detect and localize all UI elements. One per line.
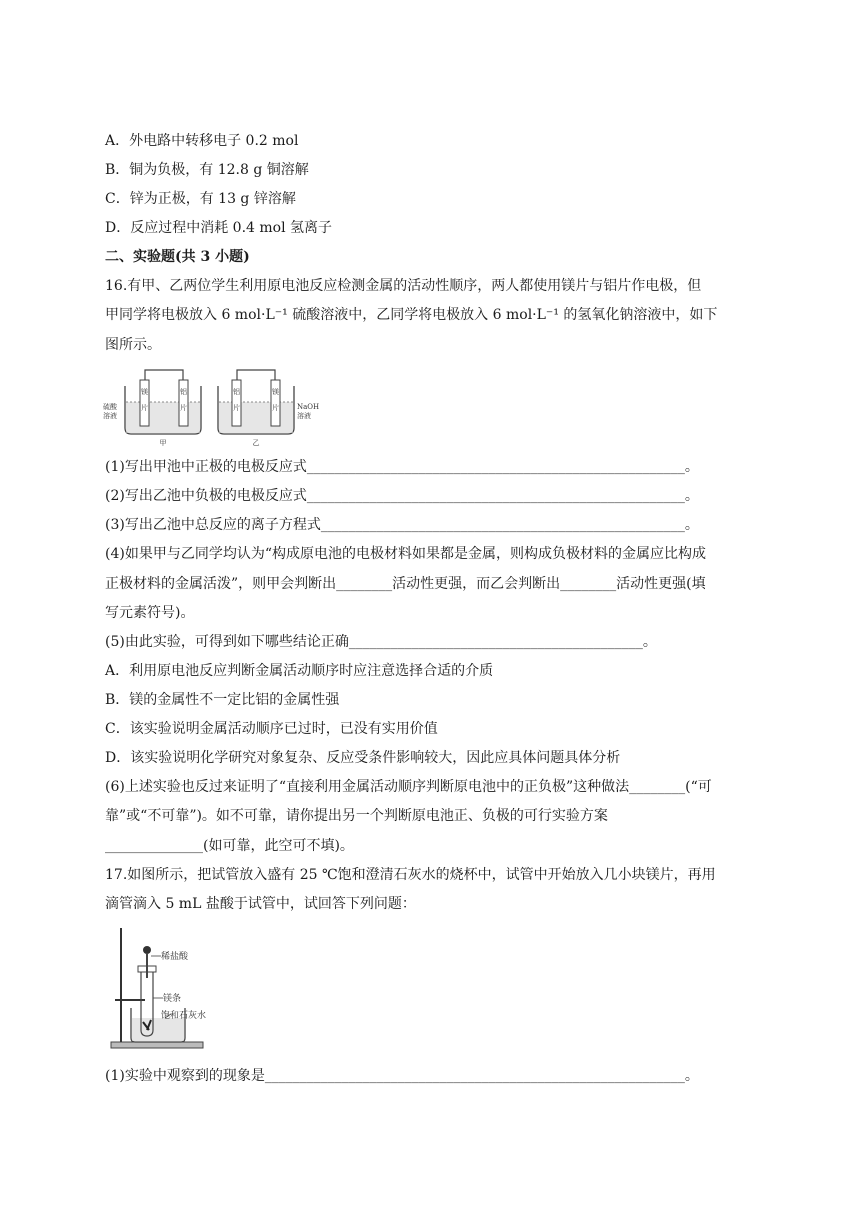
right-solution-label: 溶液 [297, 412, 311, 420]
q15-option-a: A．外电路中转移电子 0.2 mol [105, 133, 299, 149]
q16-part-line: (5)由此实验，可得到如下哪些结论正确__________________________________________。 [105, 634, 657, 650]
left-electrode-1-label-bottom: 片 [141, 404, 148, 412]
q16-part-line: ______________(如可靠，此空可不填)。 [105, 838, 354, 854]
q17-apparatus-figure [105, 926, 215, 1054]
q15-option-b: B．铜为负极，有 12.8 g 铜溶解 [105, 162, 309, 178]
q16-stem-line: 16.有甲、乙两位学生利用原电池反应检测金属的活动性顺序，两人都使用镁片与铝片作电极，但 [105, 278, 702, 294]
label-magnesium-strip: 镁条 [163, 994, 182, 1004]
right-electrode-1-label-top: 铝 [233, 388, 240, 396]
q16-part-line: (4)如果甲与乙同学均认为“构成原电池的电极材料如果都是金属，则构成负极材料的金属应比构成 [105, 546, 706, 562]
q16-galvanic-cells-figure [103, 366, 333, 448]
q16-part-line: B．镁的金属性不一定比铝的金属性强 [105, 692, 340, 708]
q16-part-line: 写元素符号)。 [105, 605, 195, 621]
right-beaker [218, 370, 319, 447]
right-electrode-2-label-bottom: 片 [272, 404, 279, 412]
right-solution-label: NaOH [297, 403, 320, 411]
left-electrode-2-label-bottom: 片 [180, 404, 187, 412]
left-electrode-2-label-top: 铝 [180, 388, 187, 396]
left-beaker [103, 370, 201, 447]
q16-part-line: C．该实验说明金属活动顺序已过时，已没有实用价值 [105, 721, 438, 737]
q17-stem-line: 17.如图所示，把试管放入盛有 25 ℃饱和澄清石灰水的烧杯中，试管中开始放入几小块镁片，再用 [105, 867, 716, 883]
q16-stem-line: 甲同学将电极放入 6 mol·L⁻¹ 硫酸溶液中，乙同学将电极放入 6 mol·L⁻¹ 的氢氧化钠溶液中，如下 [105, 307, 718, 323]
left-solution-label: 溶液 [103, 412, 117, 420]
right-caption: 乙 [252, 439, 260, 447]
label-dilute-hcl: 稀盐酸 [161, 952, 189, 962]
label-saturated-limewater: 饱和石灰水 [161, 1011, 207, 1021]
right-electrode-1-label-bottom: 片 [233, 404, 240, 412]
left-solution-label: 硫酸 [103, 403, 117, 411]
q16-part-line: (2)写出乙池中负极的电极反应式______________________________________________________。 [105, 488, 699, 504]
q16-part-line: (6)上述实验也反过来证明了“直接利用金属活动顺序判断原电池中的正负极”这种做法________(“可 [105, 779, 712, 795]
q17-stem-line: 滴管滴入 5 mL 盐酸于试管中，试回答下列问题： [105, 896, 416, 912]
q16-part-line: D．该实验说明化学研究对象复杂、反应受条件影响较大，因此应具体问题具体分析 [105, 750, 621, 766]
q15-option-d: D．反应过程中消耗 0.4 mol 氢离子 [105, 220, 333, 236]
q16-part-line: (3)写出乙池中总反应的离子方程式____________________________________________________。 [105, 517, 699, 533]
q16-stem-line: 图所示。 [105, 337, 161, 353]
section-heading: 二、实验题(共 3 小题) [105, 249, 250, 265]
left-caption: 甲 [159, 439, 167, 447]
left-electrode-1-label-top: 镁 [141, 388, 148, 396]
q16-part-line: (1)写出甲池中正极的电极反应式______________________________________________________。 [105, 459, 699, 475]
q15-option-c: C．锌为正极，有 13 g 锌溶解 [105, 191, 296, 207]
right-electrode-2-label-top: 镁 [272, 388, 279, 396]
q17-part-line: (1)实验中观察到的现象是____________________________________________________________。 [105, 1068, 699, 1084]
q16-part-line: 正极材料的金属活泼”，则甲会判断出________活动性更强，而乙会判断出________活动性更强(填 [105, 576, 706, 592]
q16-part-line: A．利用原电池反应判断金属活动顺序时应注意选择合适的介质 [105, 663, 494, 679]
q16-part-line: 靠”或“不可靠”)。如不可靠，请你提出另一个判断原电池正、负极的可行实验方案 [105, 808, 608, 824]
